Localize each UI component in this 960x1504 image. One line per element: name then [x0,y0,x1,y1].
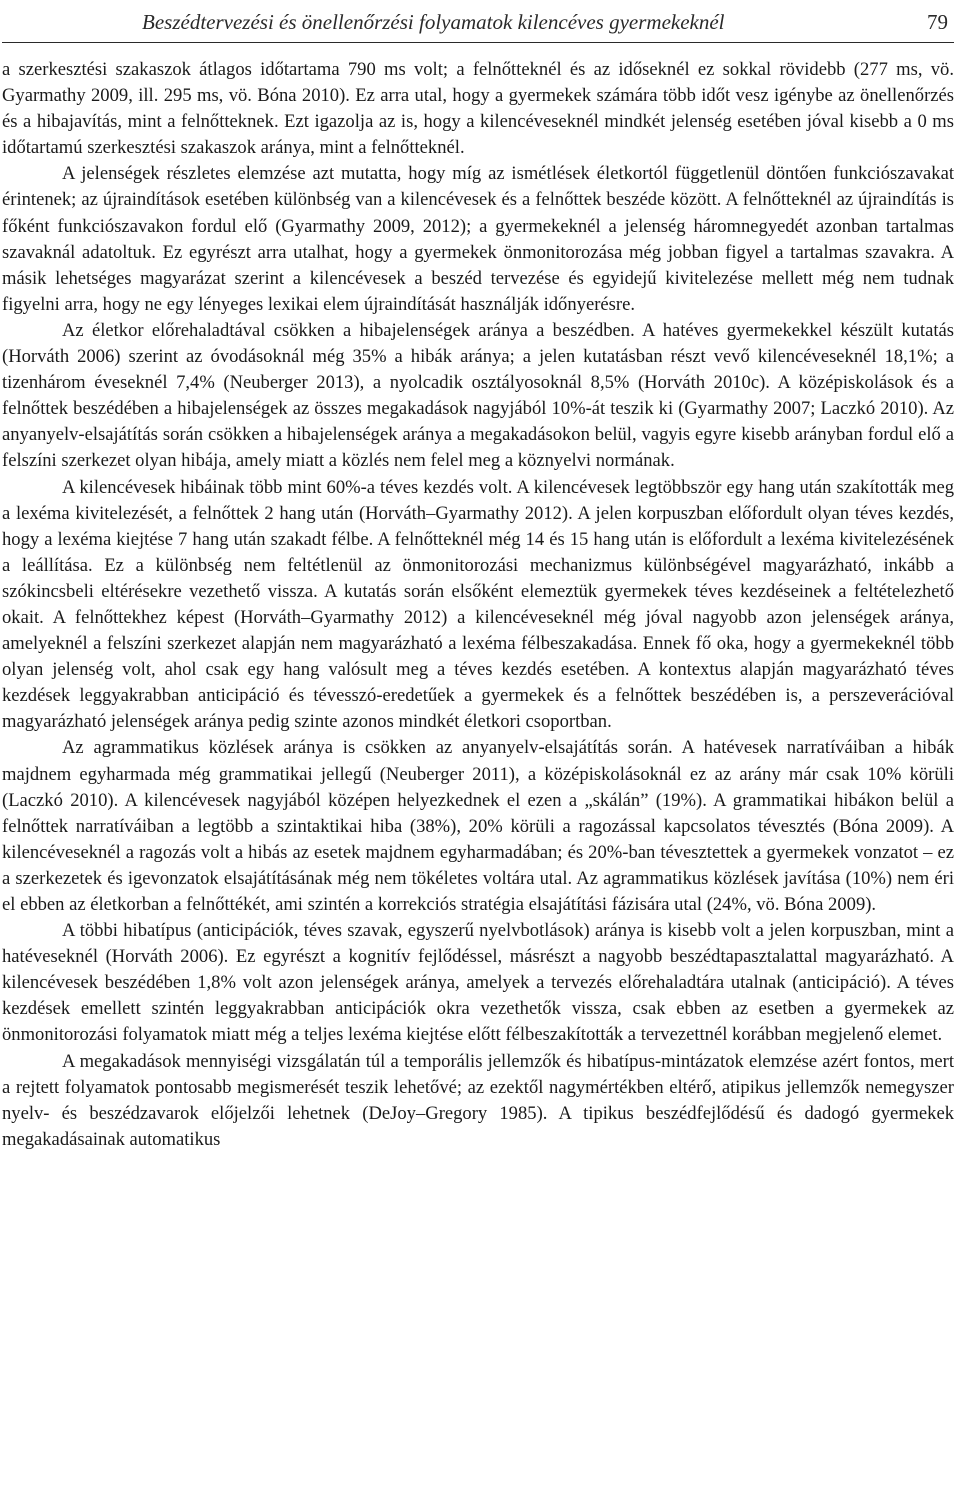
paragraph: a szerkesztési szakaszok átlagos időtartama 790 ms volt; a felnőtteknél és az időseknél ez sokkal rövidebb (277 ms, vö. Gyarmathy 2009, ill. 295 ms, vö. Bóna 2010). Ez arra utal, hogy a gyermekek számára több időt vesz igénybe az önellenőrzés és a hibajavítás, mint a felnőtteknek. Ezt igazolja az is, hogy a kilencéveseknél mindkét jelenség esetében jóval kisebb a 0 ms időtartamú szerkesztési szakaszok aránya, mint a felnőtteknél. [2,59,954,159]
paragraph: Az életkor előrehaladtával csökken a hibajelenségek aránya a beszédben. A hatéves gyermekekkel készült kutatás (Horváth 2006) szerint az óvodásoknál még 35% a hibák aránya; a jelen kutatásban részt vevő kilencéveseknél 18,1%; a tizenhárom éveseknél 7,4% (Neuberger 2013), a nyolcadik osztályosoknál 8,5% (Horváth 2010c). A középiskolások és a felnőttek beszédében a hibajelenségek az összes megakadások nagyjából 10%-át teszik ki (Gyarmathy 2007; Laczkó 2010). Az anyanyelv-elsajátítás során csökken a hibajelenségek aránya a megakadásokon belül, vagyis egyre kisebb arányban fordul elő a felszíni szerkezet olyan hibája, amely miatt a közlés nem felel meg a köznyelvi normának. [2,319,954,472]
paragraph: A kilencévesek hibáinak több mint 60%-a téves kezdés volt. A kilencévesek legtöbbször egy hang után szakították meg a lexéma kivitelezését, a felnőttek 2 hang után (Horváth–Gyarmathy 2012). A jelen korpuszban előfordult olyan téves kezdés, hogy a lexéma kiejtése 7 hang után szakadt félbe. A felnőtteknél még 14 és 15 hang után is előfordult a lexéma kivitelezésének a leállítása. Ez a különbség nem feltétlenül az önmonitorozási mechanizmus különbségével magyarázható, inkább a szókincsbeli eltérésekre vezethető vissza. A kutatás során elsőként elemeztük gyermekek téves kezdéseinek a feltételezhető okait. A felnőttekhez képest (Horváth–Gyarmathy 2012) a kilencéveseknél még jóval nagyobb azon jelenségek aránya, amelyeknél a felszíni szerkezet alapján nem magyarázható a lexéma félbeszakadása. Ennek fő oka, hogy a gyermekeknél több olyan jelenség volt, ahol csak egy hang valósult meg a téves kezdés esetében. A kontextus alapján magyarázható téves kezdések leggyakrabban anticipáció és tévesszó-eredetűek a gyermekek és a felnőttek beszédében is, a perszeverációval magyarázható jelenségek aránya pedig szinte azonos mindkét életkori csoportban. [2,476,954,733]
header-rule [2,42,954,43]
running-title: Beszédtervezési és önellenőrzési folyamatok kilencéves gyermekeknél [142,10,725,34]
paragraph: A jelenségek részletes elemzése azt mutatta, hogy míg az ismétlések életkortól függetlenül döntően funkciószavakat érintenek; az újraindítások esetében különbség van a kilencévesek és a felnőttek beszéde között. A felnőtteknél az újraindítás is főként funkciószavakon fordul elő (Gyarmathy 2009, 2012); a gyermekeknél a jelenség háromnegyedét azonban tartalmas szavaknál adatoltuk. Ez egyrészt arra utalhat, hogy a gyermekek önmonitorozása még jobban figyel a tartalmas szavakra. A másik lehetséges magyarázat szerint a kilencévesek a beszéd tervezése és egyidejű kivitelezése mellett még nem tudnak figyelni arra, hogy ne egy lényeges lexikai elem újraindítását használják időnyerésre. [2,163,954,315]
running-header [2,0,954,34]
paragraph: A többi hibatípus (anticipációk, téves szavak, egyszerű nyelvbotlások) aránya is kisebb volt a jelen korpuszban, mint a hatéveseknél (Horváth 2006). Ez egyrészt a kognitív fejlődéssel, másrészt a nagyobb beszédtapasztalattal magyarázható. A kilencévesek beszédében 1,8% volt azon jelenségek aránya, amelyek a tervezés előrehaladtára utalnak (anticipáció). A téves kezdések emellett szintén leggyakrabban anticipációk okra vezethetők vissza, csak ebben az esetben a gyermekek az önmonitorozási folyamatok miatt még a teljes lexéma kiejtése előtt félbeszakították a tervezettnél korábban megjelenő elemet. [2,920,954,1046]
page-number: 79 [927,10,948,34]
body-text [2,57,954,1153]
paragraph: A megakadások mennyiségi vizsgálatán túl a temporális jellemzők és hibatípus-mintázatok elemzése azért fontos, mert a rejtett folyamatok pontosabb megismerését teszik lehetővé; az ezektől nagymértékben eltérő, atipikus jellemzők nemegyszer nyelv- és beszédzavarok előjelzői lehetnek (DeJoy–Gregory 1985). A tipikus beszédfejlődésű és dadogó gyermekek megakadásainak automatikus [2,1050,954,1150]
paragraph: Az agrammatikus közlések aránya is csökken az anyanyelv-elsajátítás során. A hatévesek narratíváiban a hibák majdnem egyharmada még grammatikai jellegű (Neuberger 2011), a középiskolásoknál ez az arány már csak 10% körüli (Laczkó 2010). A kilencévesek nagyjából középen helyezkednek el ezen a „skálán” (19%). A grammatikai hibákon belül a felnőttek narratíváiban a legtöbb a szintaktikai hiba (38%), 20% körüli a ragozással kapcsolatos tévesztés (Bóna 2009). A kilencéveseknél a ragozás volt a hibás az esetek majdnem egyharmadában; és 20%-ban tévesztettek a gyermekek vonzatot – ez a szerkezetek és igevonzatok elsajátításának még nem tökéletes voltára utal. Az agrammatikus közlések javítása (10%) nem éri el ebben az életkorban a felnőttékét, ami szintén a korrekciós stratégia elsajátítási fázisára utal (24%, vö. Bóna 2009). [2,737,954,915]
